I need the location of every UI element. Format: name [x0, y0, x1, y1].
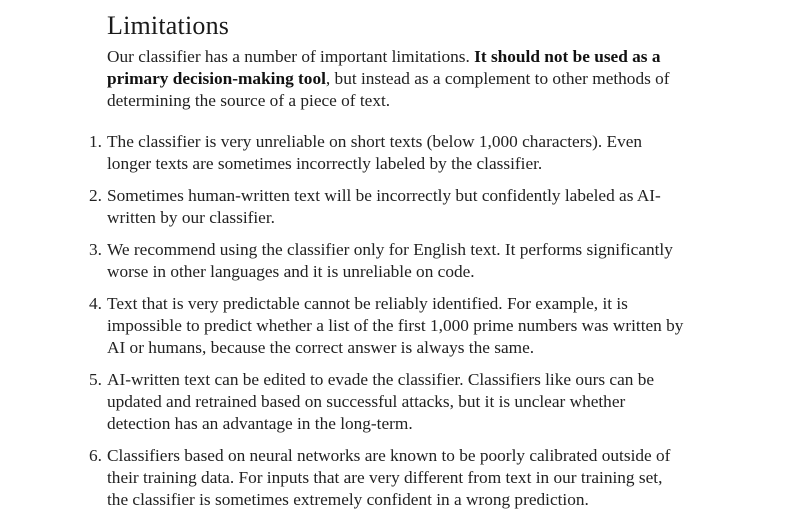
list-item	[89, 131, 687, 175]
list-item-number: 1.	[89, 132, 102, 151]
list-item	[89, 293, 687, 359]
list-item-text: Sometimes human-written text will be incorrectly but confidently labeled as AI-written by our classifier.	[107, 186, 661, 227]
intro-bold-warning: It should not be used as a primary decision-making tool	[107, 47, 661, 88]
list-item-text: We recommend using the classifier only for English text. It performs significantly worse in other languages and it is unreliable on code.	[107, 240, 673, 281]
list-item-text: Classifiers based on neural networks are known to be poorly calibrated outside of their training data. For inputs that are very different from text in our training set, the classifier is sometimes extremely confident in a wrong prediction.	[107, 446, 671, 509]
list-item-text: The classifier is very unreliable on short texts (below 1,000 characters). Even longer texts are sometimes incorrectly labeled by the classifier.	[107, 132, 643, 173]
list-item	[89, 239, 687, 283]
list-item-number: 5.	[89, 370, 102, 389]
list-item-number: 4.	[89, 294, 102, 313]
intro-paragraph	[107, 46, 687, 112]
list-item-number: 3.	[89, 240, 102, 259]
list-item-text: Text that is very predictable cannot be reliably identified. For example, it is impossible to predict whether a list of the first 1,000 prime numbers was written by AI or humans, because the correct answer is always the same.	[107, 294, 684, 357]
list-item-number: 2.	[89, 186, 102, 205]
list-item	[89, 445, 687, 511]
list-item	[89, 185, 687, 229]
intro-text-start: Our classifier has a number of important limitations.	[107, 47, 475, 66]
list-item-text: AI-written text can be edited to evade the classifier. Classifiers like ours can be updated and retrained based on successful attacks, but it is unclear whether detection has an advantage in the long-term.	[107, 370, 655, 433]
section-title: Limitations	[107, 11, 230, 40]
list-item	[89, 369, 687, 435]
list-item-number: 6.	[89, 446, 102, 465]
intro-text-end: , but instead as a complement to other methods of determining the source of a piece of text.	[107, 69, 670, 110]
limitations-list	[89, 131, 687, 521]
